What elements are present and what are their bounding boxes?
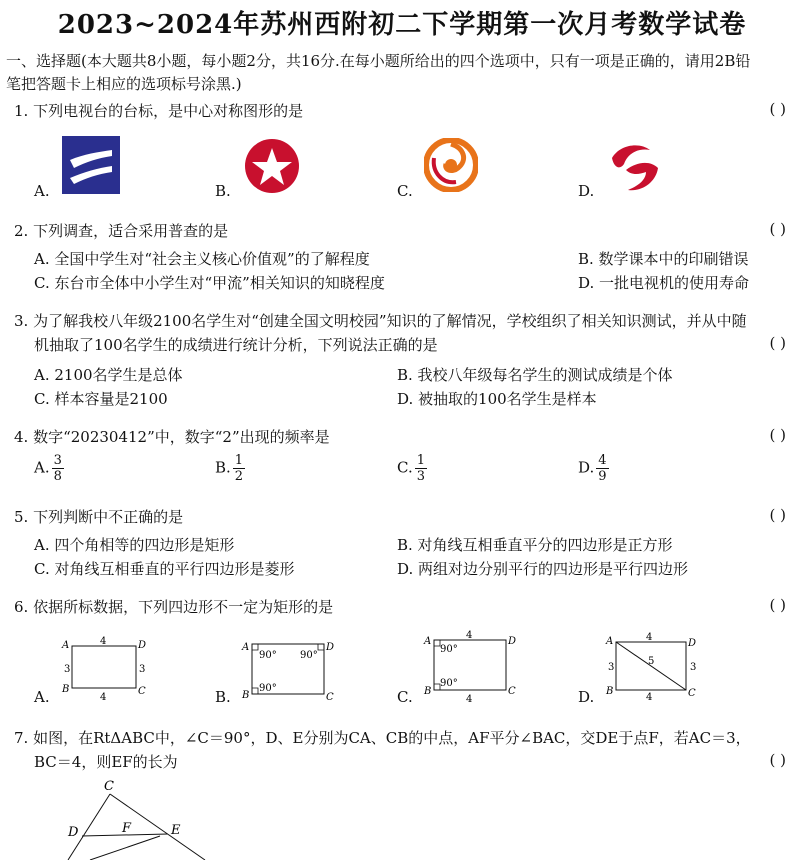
svg-text:4: 4 — [646, 692, 653, 703]
page-title: 2023~2024年苏州西附初二下学期第一次月考数学试卷 — [57, 10, 747, 40]
svg-text:4: 4 — [646, 632, 653, 643]
svg-text:D: D — [508, 636, 517, 647]
q6-figure-d — [600, 630, 710, 704]
svg-text:D: D — [326, 642, 335, 653]
q4-option-a: A. $\frac{3}{8}$ — [34, 453, 62, 484]
q1-label-c: C. — [397, 182, 413, 200]
section-header-line2: 笔把答题卡上相应的选项标号涂黑.) — [6, 75, 242, 93]
svg-text:B: B — [242, 690, 250, 701]
svg-text:C: C — [508, 686, 516, 697]
q5-stem: 5. 下列判断中不正确的是 — [14, 508, 184, 526]
vertex-a: A — [62, 640, 70, 651]
q5-option-c: C. 对角线互相垂直的平行四边形是菱形 — [34, 560, 295, 578]
q3-answer-paren: ( ) — [769, 334, 786, 352]
q7-answer-paren: ( ) — [769, 751, 786, 769]
q2-option-a: A. 全国中学生对“社会主义核心价值观”的了解程度 — [34, 250, 370, 268]
red-abstract-logo-icon — [606, 140, 662, 196]
q7-stem-line1: 7. 如图，在RtΔABC中，∠C＝90°，D、E分别为CA、CB的中点，AF平分∠BAC，交DE于点F，若AC＝3， — [14, 729, 751, 747]
q2-answer-paren: ( ) — [769, 220, 786, 238]
angle-d: 90° — [300, 650, 318, 661]
q2-option-b: B. 数学课本中的印刷错误 — [578, 250, 749, 268]
q5-option-d: D. 两组对边分别平行的四边形是平行四边形 — [397, 560, 689, 578]
svg-text:3: 3 — [608, 662, 615, 673]
orange-swirl-logo-icon — [424, 138, 478, 192]
q3-option-a: A. 2100名学生是总体 — [34, 366, 183, 384]
point-f: F — [122, 821, 132, 836]
q6-figure-a — [56, 634, 156, 704]
svg-text:4: 4 — [466, 630, 473, 641]
q6-answer-paren: ( ) — [769, 596, 786, 614]
svg-text:90°: 90° — [440, 644, 458, 655]
q4-answer-paren: ( ) — [769, 426, 786, 444]
svg-text:90°: 90° — [440, 678, 458, 689]
vertex-b: B — [62, 684, 70, 695]
diagonal-label: 5 — [648, 656, 655, 667]
q6-label-c: C. — [397, 688, 413, 706]
q4-option-b: B. $\frac{1}{2}$ — [215, 453, 244, 484]
svg-text:D: D — [688, 638, 697, 649]
q4-option-d: D. $\frac{4}{9}$ — [578, 453, 607, 484]
q2-stem: 2. 下列调查，适合采用普查的是 — [14, 222, 229, 240]
q5-answer-paren: ( ) — [769, 506, 786, 524]
point-e: E — [171, 823, 181, 838]
angle-a: 90° — [259, 650, 277, 661]
q6-label-d: D. — [578, 688, 595, 706]
vertex-d: D — [138, 640, 147, 651]
side-bottom: 4 — [100, 692, 107, 703]
q6-figure-b — [236, 636, 346, 706]
q7-triangle-figure — [60, 776, 220, 860]
q7-stem-line2: BC＝4，则EF的长为 — [34, 753, 178, 771]
q3-option-d: D. 被抽取的100名学生是样本 — [397, 390, 597, 408]
q1-label-b: B. — [215, 182, 231, 200]
q3-option-c: C. 样本容量是2100 — [34, 390, 168, 408]
q6-label-b: B. — [215, 688, 231, 706]
q2-option-d: D. 一批电视机的使用寿命 — [578, 274, 750, 292]
red-star-circle-logo-icon — [244, 138, 300, 194]
blue-square-logo-icon — [62, 136, 120, 194]
svg-text:A: A — [606, 636, 614, 647]
q1-label-d: D. — [578, 182, 595, 200]
q1-label-a: A. — [34, 182, 50, 200]
q3-stem-line2: 机抽取了100名学生的成绩进行统计分析，下列说法正确的是 — [34, 336, 438, 354]
svg-text:B: B — [424, 686, 432, 697]
point-c: C — [104, 779, 114, 794]
point-d: D — [68, 825, 79, 840]
side-top: 4 — [100, 636, 107, 647]
q5-option-a: A. 四个角相等的四边形是矩形 — [34, 536, 235, 554]
svg-text:3: 3 — [690, 662, 697, 673]
svg-text:C: C — [326, 692, 334, 703]
side-right: 3 — [139, 664, 146, 675]
svg-text:4: 4 — [466, 694, 473, 704]
q4-stem: 4. 数字“20230412”中，数字“2”出现的频率是 — [14, 428, 330, 446]
q5-option-b: B. 对角线互相垂直平分的四边形是正方形 — [397, 536, 673, 554]
vertex-c: C — [138, 686, 146, 697]
svg-text:B: B — [606, 686, 614, 697]
q3-option-b: B. 我校八年级每名学生的测试成绩是个体 — [397, 366, 673, 384]
svg-text:A: A — [424, 636, 432, 647]
q6-stem: 6. 依据所标数据，下列四边形不一定为矩形的是 — [14, 598, 334, 616]
side-left: 3 — [64, 664, 71, 675]
q4-option-c: C. $\frac{1}{3}$ — [397, 453, 425, 484]
angle-b: 90° — [259, 683, 277, 694]
q3-stem-line1: 3. 为了解我校八年级2100名学生对“创建全国文明校园”知识的了解情况，学校组织了相关知识测试，并从中随 — [14, 312, 747, 330]
q2-option-c: C. 东台市全体中小学生对“甲流”相关知识的知晓程度 — [34, 274, 385, 292]
svg-text:C: C — [688, 688, 696, 699]
svg-text:A: A — [242, 642, 250, 653]
q6-label-a: A. — [34, 688, 50, 706]
q1-answer-paren: ( ) — [769, 100, 786, 118]
q6-figure-c — [418, 630, 528, 704]
q1-stem: 1. 下列电视台的台标，是中心对称图形的是 — [14, 102, 304, 120]
section-header-line1: 一、选择题(本大题共8小题，每小题2分，共16分.在每小题所给出的四个选项中，只有一项是正确的，请用2B铅 — [6, 52, 751, 70]
